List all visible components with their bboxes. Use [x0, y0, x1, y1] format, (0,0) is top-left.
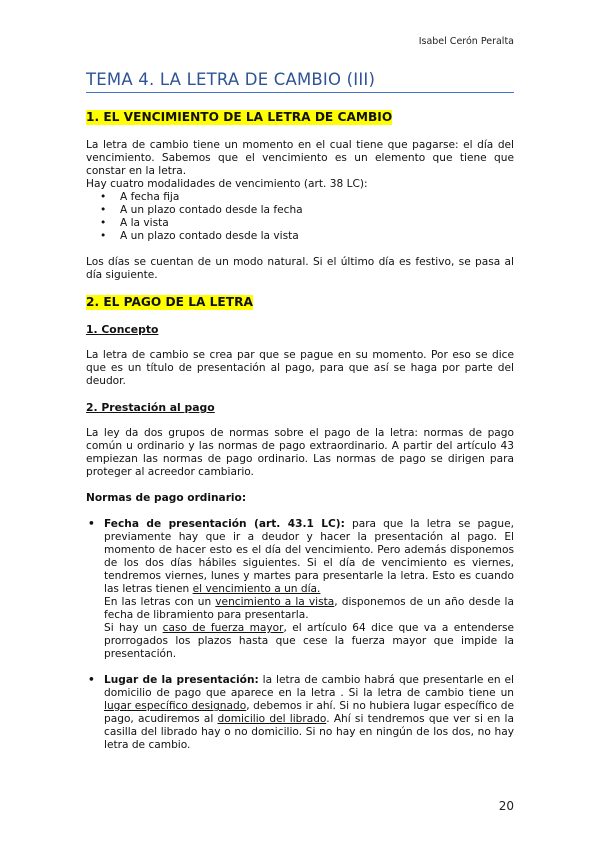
subheading-prestacion: 2. Prestación al pago: [86, 401, 215, 414]
paragraph: Hay cuatro modalidades de vencimiento (art. 38 LC):: [86, 178, 368, 190]
document-body: [86, 110, 514, 752]
page-title: TEMA 4. LA LETRA DE CAMBIO (III): [86, 70, 514, 93]
lugar-label: Lugar de la presentación:: [104, 674, 259, 686]
paragraph: La ley da dos grupos de normas sobre el pago de la letra: normas de pago común u ordinario y las normas de pago extraordinario. A partir del artículo 43 empiezan las normas de pago ordinario. Las normas de pago se dirigen para proteger al acreedor cambiario.: [86, 427, 514, 478]
fecha-label: Fecha de presentación (art. 43.1 LC):: [104, 518, 345, 530]
paragraph: La letra de cambio se crea par que se pague en su momento. Por eso se dice que es un título de presentación al pago, para que así se haga por parte del deudor.: [86, 349, 514, 387]
list-item: • A fecha fija: [100, 191, 514, 204]
list-item-lugar: • Lugar de la presentación: la letra de cambio habrá que presentarle en el domicilio de pago que aparece en la letra . Si la letra de cambio tiene un lugar específico designado, debemos ir ahí. Si no hubiera lugar específico de pago, acudiremos al domicilio del librado. Ahí si tendremos que ver si en la casilla del librado hay o no domicilio. Si no hay en ningún de los dos, no hay letra de cambio.: [86, 674, 514, 752]
header-author: Isabel Cerón Peralta: [418, 36, 514, 47]
paragraph: Los días se cuentan de un modo natural. Si el último día es festivo, se pasa al día siguiente.: [86, 256, 514, 281]
section-1-heading: 1. EL VENCIMIENTO DE LA LETRA DE CAMBIO: [86, 110, 393, 124]
paragraph: La letra de cambio tiene un momento en el cual tiene que pagarse: el día del vencimiento. Sabemos que el vencimiento es un elemento que tiene que constar en la letra.: [86, 139, 514, 177]
list-item: • A un plazo contado desde la fecha: [100, 204, 514, 217]
list-item: • A un plazo contado desde la vista: [100, 230, 514, 243]
page-number: 20: [498, 799, 514, 813]
list-item-fecha: • Fecha de presentación (art. 43.1 LC): para que la letra se pague, previamente hay que ir a deudor y hacer la presentación al pago. El momento de hacer esto es el día del vencimiento. Pero además disponemos de los dos días hábiles siguientes. Si el día de vencimiento es viernes, tendremos viernes, lunes y martes para presentarle la letra. Esto es cuando las letras tienen el vencimiento a un día. En las letras con un vencimiento a la vista, disponemos de un año desde la fecha de libramiento para presentarla. Si hay un caso de fuerza mayor, el artículo 64 dice que va a entenderse prorrogados los plazos hasta que cese la fuerza mayor que impide la presentación.: [86, 518, 514, 661]
bullet-list: [86, 191, 514, 243]
subheading-concepto: 1. Concepto: [86, 323, 159, 336]
list-item: • A la vista: [100, 217, 514, 230]
ordinary-rules-heading: Normas de pago ordinario:: [86, 492, 247, 504]
rules-list: [86, 518, 514, 752]
section-2-heading: 2. EL PAGO DE LA LETRA: [86, 295, 253, 309]
